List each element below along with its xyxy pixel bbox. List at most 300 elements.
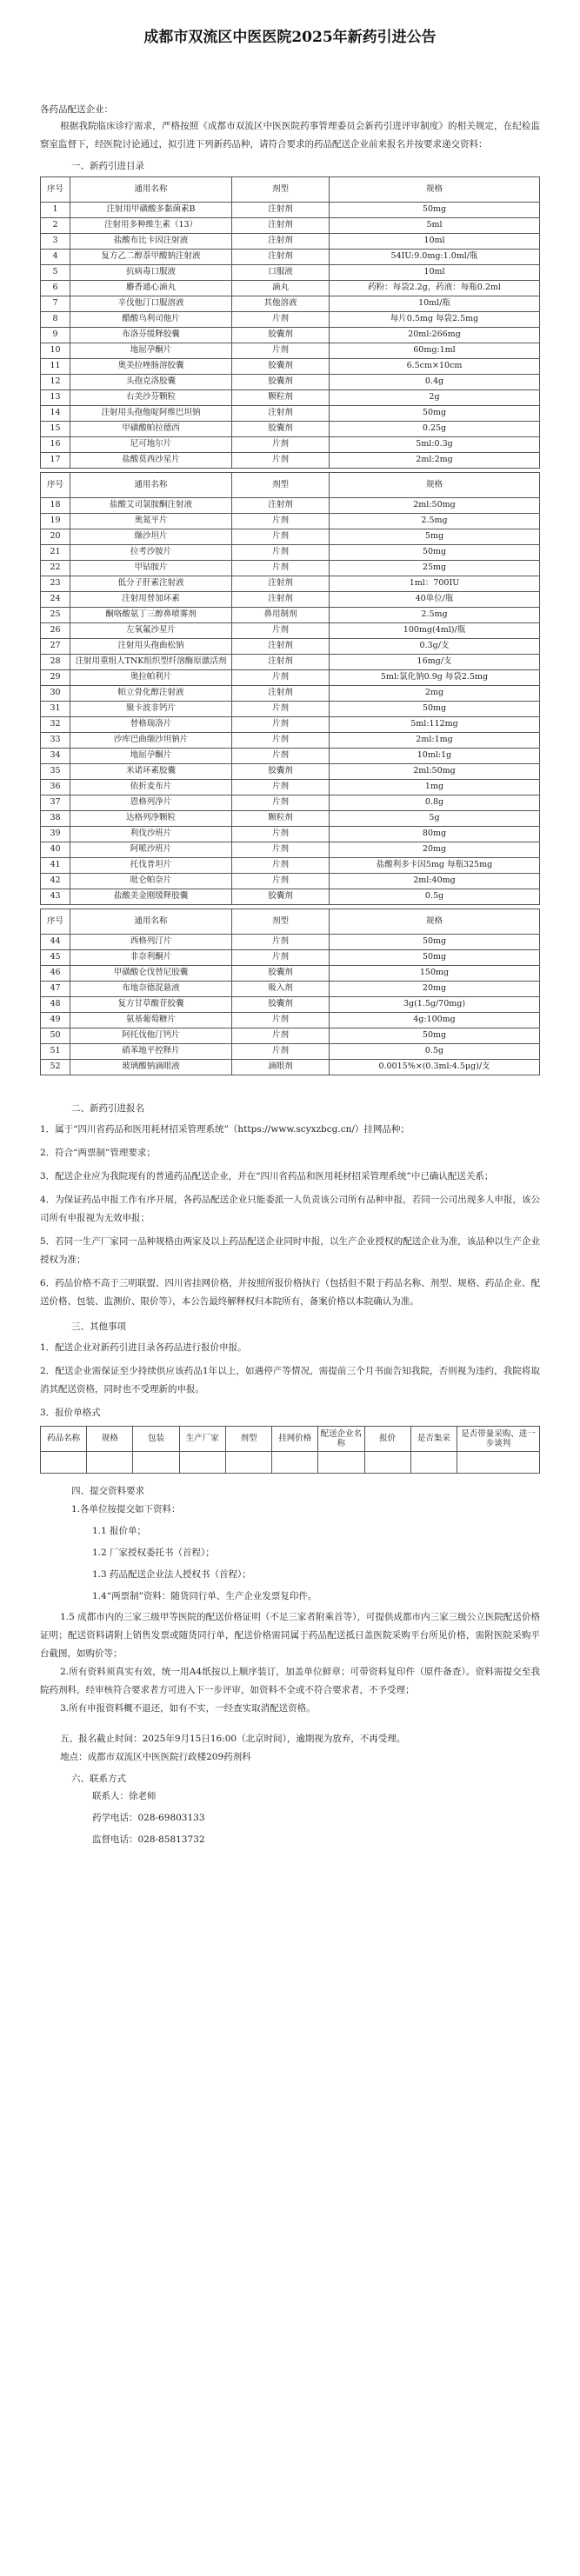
cell-drug-name: 奥拉帕利片 (70, 669, 232, 685)
cell-index: 14 (41, 405, 70, 421)
quote-col: 报价 (364, 1427, 410, 1452)
address: 地点：成都市双流区中医医院行政楼209药剂科 (60, 1751, 251, 1762)
table-row (41, 873, 540, 889)
cell-index: 49 (41, 1012, 70, 1028)
cell-index: 35 (41, 763, 70, 779)
cell-drug-name: 阿哌沙班片 (70, 842, 232, 857)
cell-dosage-form: 片剂 (232, 1012, 330, 1028)
quote-col: 剂型 (225, 1427, 271, 1452)
cell-drug-name: 注射用头孢曲松钠 (70, 638, 232, 654)
registration-item: 5．若同一生产厂家同一品种规格由两家及以上药品配送企业同时申报，以生产企业授权的配送企业为准，该品种以生产企业授权为准； (40, 1236, 540, 1266)
table-row (41, 638, 540, 654)
cell-dosage-form: 片剂 (232, 857, 330, 873)
table-header-row (41, 909, 540, 934)
cell-dosage-form: 胶囊剂 (232, 421, 330, 436)
cell-drug-name: 玻璃酸钠滴眼液 (70, 1059, 232, 1075)
table-row (41, 421, 540, 436)
cell-spec: 20ml:266mg (330, 327, 540, 343)
cell-drug-name: 西格列汀片 (70, 934, 232, 949)
table-row (41, 826, 540, 842)
cell-index: 18 (41, 497, 70, 513)
cell-drug-name: 聚卡波非钙片 (70, 701, 232, 716)
header-name: 通用名称 (70, 472, 232, 497)
drug-table-2 (40, 472, 540, 905)
cell-index: 24 (41, 591, 70, 607)
header-form: 剂型 (232, 909, 330, 934)
cell-index: 22 (41, 560, 70, 576)
cell-dosage-form: 颗粒剂 (232, 389, 330, 405)
quote-col: 规格 (87, 1427, 133, 1452)
cell-spec: 10ml (330, 233, 540, 249)
cell-dosage-form: 注射剂 (232, 638, 330, 654)
header-name: 通用名称 (70, 909, 232, 934)
cell-drug-name: 盐酸布比卡因注射液 (70, 233, 232, 249)
cell-drug-name: 硝苯地平控释片 (70, 1043, 232, 1059)
cell-index: 20 (41, 529, 70, 544)
cell-drug-name: 甲钴胺片 (70, 560, 232, 576)
section-title-contact: 六、联系方式 (71, 1773, 126, 1784)
cell-spec: 10ml:1g (330, 748, 540, 763)
quote-col: 挂网价格 (272, 1427, 318, 1452)
registration-items (40, 1121, 540, 1311)
table-row (41, 217, 540, 233)
cell-dosage-form: 颗粒剂 (232, 810, 330, 826)
table-row (41, 529, 540, 544)
cell-index: 32 (41, 716, 70, 732)
cell-dosage-form: 注射剂 (232, 685, 330, 701)
table-header-row (41, 472, 540, 497)
cell-index: 29 (41, 669, 70, 685)
cell-index: 47 (41, 981, 70, 996)
cell-index: 8 (41, 311, 70, 327)
cell-drug-name: 复方甘草酸苷胶囊 (70, 996, 232, 1012)
cell-drug-name: 布地奈德混悬液 (70, 981, 232, 996)
table-row (41, 981, 540, 996)
table-row (41, 965, 540, 981)
cell-index: 1 (41, 202, 70, 217)
cell-index: 16 (41, 436, 70, 452)
cell-dosage-form: 片剂 (232, 311, 330, 327)
cell-spec: 50mg (330, 701, 540, 716)
cell-index: 25 (41, 607, 70, 622)
cell-drug-name: 左氧氟沙星片 (70, 622, 232, 638)
table-row (41, 857, 540, 873)
cell-spec: 5g (330, 810, 540, 826)
cell-spec: 25mg (330, 560, 540, 576)
greeting: 各药品配送企业： (40, 104, 113, 116)
cell-dosage-form: 片剂 (232, 934, 330, 949)
cell-spec: 100mg(4ml)/瓶 (330, 622, 540, 638)
req-line: 1.2 厂家授权委托书（首程）； (92, 1548, 215, 1559)
table-row (41, 280, 540, 296)
cell-spec: 50mg (330, 405, 540, 421)
req-note: 1.5 成都市内的三家三级甲等医院的配送价格证明（不足三家者附乘首等），可提供成都市内三家三级公立医院配送价格证明；配送资料请附上销售发票或随货同行单，配送价格需同属于药品配送抵日盖医院采购平台所见价格，需附医院采购平台截图，如购价等； (40, 1611, 540, 1659)
cell-dosage-form: 片剂 (232, 826, 330, 842)
pharmacy-phone: 028-69803133 (137, 1813, 205, 1824)
cell-index: 39 (41, 826, 70, 842)
cell-drug-name: 低分子肝素注射液 (70, 576, 232, 591)
pharmacy-phone-label: 药学电话： (92, 1813, 138, 1824)
quote-header-row (41, 1427, 540, 1452)
cell-dosage-form: 片剂 (232, 669, 330, 685)
header-spec: 规格 (330, 176, 540, 202)
header-index: 序号 (41, 472, 70, 497)
cell-dosage-form: 鼻用制剂 (232, 607, 330, 622)
cell-spec: 60mg:1ml (330, 343, 540, 358)
cell-drug-name: 达格列净颗粒 (70, 810, 232, 826)
table-row (41, 389, 540, 405)
cell-drug-name: 布洛芬缓释胶囊 (70, 327, 232, 343)
cell-dosage-form: 胶囊剂 (232, 965, 330, 981)
quote-col: 药品名称 (41, 1427, 87, 1452)
cell-spec: 50mg (330, 934, 540, 949)
cell-dosage-form: 其他溶液 (232, 296, 330, 311)
cell-dosage-form: 注射剂 (232, 497, 330, 513)
cell-drug-name: 抗病毒口服液 (70, 264, 232, 280)
cell-spec: 16mg/支 (330, 654, 540, 669)
table-row (41, 1012, 540, 1028)
cell-spec: 药粉：每袋2.2g，药液：每瓶0.2ml (330, 280, 540, 296)
table-row (41, 264, 540, 280)
table-header-row (41, 176, 540, 202)
cell-index: 50 (41, 1028, 70, 1043)
cell-spec: 0.4g (330, 374, 540, 389)
cell-dosage-form: 片剂 (232, 873, 330, 889)
cell-dosage-form: 胶囊剂 (232, 327, 330, 343)
cell-index: 43 (41, 889, 70, 904)
cell-drug-name: 醋酸乌利司他片 (70, 311, 232, 327)
cell-dosage-form: 片剂 (232, 436, 330, 452)
section-title-requirements: 四、提交资料要求 (71, 1486, 144, 1497)
table-row (41, 311, 540, 327)
cell-index: 3 (41, 233, 70, 249)
cell-drug-name: 阿托伐他汀钙片 (70, 1028, 232, 1043)
table-row (41, 591, 540, 607)
cell-dosage-form: 片剂 (232, 513, 330, 529)
table-row (41, 544, 540, 560)
table-row (41, 202, 540, 217)
table-row (41, 889, 540, 904)
section-title-other: 三、其他事项 (71, 1321, 126, 1333)
cell-index: 6 (41, 280, 70, 296)
cell-spec: 2ml:1mg (330, 732, 540, 748)
table-row (41, 497, 540, 513)
cell-drug-name: 麝香通心滴丸 (70, 280, 232, 296)
quote-empty-row (41, 1452, 540, 1474)
cell-dosage-form: 注射剂 (232, 217, 330, 233)
cell-spec: 5ml:112mg (330, 716, 540, 732)
header-index: 序号 (41, 909, 70, 934)
cell-drug-name: 右美沙芬颗粒 (70, 389, 232, 405)
quote-table (40, 1426, 540, 1474)
cell-spec: 2mg (330, 685, 540, 701)
cell-spec: 50mg (330, 202, 540, 217)
table-row (41, 716, 540, 732)
table-row (41, 795, 540, 810)
req-note: 2.所有资料须真实有效，统一用A4纸按以上顺序装订，加盖单位鲜章；可带资料复印件（原件备查）。资料需提交至我院药剂科，经审核符合要求者方可进入下一步评审，如资料不全或不符合要求者，不予受理； (40, 1666, 540, 1695)
cell-spec: 10ml (330, 264, 540, 280)
table-row (41, 233, 540, 249)
cell-drug-name: 尼可地尔片 (70, 436, 232, 452)
table-row (41, 374, 540, 389)
cell-spec: 0.8g (330, 795, 540, 810)
cell-spec: 每片0.5mg 每袋2.5mg (330, 311, 540, 327)
table-row (41, 763, 540, 779)
cell-index: 44 (41, 934, 70, 949)
cell-drug-name: 复方乙二醇萘甲酸钠注射液 (70, 249, 232, 264)
cell-index: 37 (41, 795, 70, 810)
cell-index: 5 (41, 264, 70, 280)
section-title-catalog: 一、新药引进目录 (71, 160, 144, 171)
cell-index: 46 (41, 965, 70, 981)
cell-spec: 40单位/瓶 (330, 591, 540, 607)
cell-spec: 1mg (330, 779, 540, 795)
cell-drug-name: 注射用多种维生素（13） (70, 217, 232, 233)
quote-format-title: 3．报价单格式 (40, 1408, 101, 1419)
cell-spec: 2ml:2mg (330, 452, 540, 468)
cell-dosage-form: 口服液 (232, 264, 330, 280)
table-row (41, 560, 540, 576)
cell-drug-name: 盐酸美金刚缓释胶囊 (70, 889, 232, 904)
other-item: 1．配送企业对新药引进目录各药品进行报价申报。 (40, 1342, 247, 1354)
cell-index: 27 (41, 638, 70, 654)
pharmacy-phone-row (40, 1807, 540, 1829)
cell-index: 33 (41, 732, 70, 748)
drug-table-1 (40, 176, 540, 469)
cell-drug-name: 恩格列净片 (70, 795, 232, 810)
cell-spec: 4g:100mg (330, 1012, 540, 1028)
table-row (41, 934, 540, 949)
cell-dosage-form: 片剂 (232, 748, 330, 763)
registration-item: 4．为保证药品申报工作有序开展，各药品配送企业只能委派一人负责该公司所有品种申报，若同一公司出现多人申报，该公司所有申报视为无效申报； (40, 1195, 540, 1224)
cell-dosage-form: 片剂 (232, 701, 330, 716)
cell-dosage-form: 片剂 (232, 544, 330, 560)
header-form: 剂型 (232, 176, 330, 202)
cell-drug-name: 米诺环素胶囊 (70, 763, 232, 779)
cell-index: 48 (41, 996, 70, 1012)
table-row (41, 669, 540, 685)
quote-col: 生产厂家 (179, 1427, 225, 1452)
cell-index: 13 (41, 389, 70, 405)
cell-index: 17 (41, 452, 70, 468)
cell-drug-name: 注射用头孢他啶阿维巴坦钠 (70, 405, 232, 421)
cell-drug-name: 酮咯酸氨丁三醇鼻喷雾剂 (70, 607, 232, 622)
req-line: 1.1 报价单； (92, 1525, 147, 1536)
table-row (41, 949, 540, 965)
cell-drug-name: 注射用替加环素 (70, 591, 232, 607)
cell-spec: 0.0015%×(0.3ml:4.5μg)/支 (330, 1059, 540, 1075)
table-row (41, 810, 540, 826)
cell-dosage-form: 片剂 (232, 1043, 330, 1059)
cell-index: 19 (41, 513, 70, 529)
cell-dosage-form: 吸入剂 (232, 981, 330, 996)
table-row (41, 436, 540, 452)
table-row (41, 513, 540, 529)
header-spec: 规格 (330, 472, 540, 497)
table-row (41, 1059, 540, 1075)
cell-dosage-form: 片剂 (232, 529, 330, 544)
cell-index: 2 (41, 217, 70, 233)
cell-index: 38 (41, 810, 70, 826)
table-row (41, 996, 540, 1012)
cell-dosage-form: 注射剂 (232, 202, 330, 217)
cell-dosage-form: 片剂 (232, 732, 330, 748)
cell-dosage-form: 注射剂 (232, 233, 330, 249)
cell-dosage-form: 片剂 (232, 1028, 330, 1043)
cell-drug-name: 奥美拉唑肠溶胶囊 (70, 358, 232, 374)
table-row (41, 405, 540, 421)
table-row (41, 576, 540, 591)
table-row (41, 779, 540, 795)
cell-dosage-form: 片剂 (232, 452, 330, 468)
cell-dosage-form: 注射剂 (232, 249, 330, 264)
cell-index: 45 (41, 949, 70, 965)
cell-dosage-form: 胶囊剂 (232, 889, 330, 904)
req-line: 1.3 药品配送企业法人授权书（首程）； (92, 1569, 251, 1581)
cell-drug-name: 沙库巴曲缬沙坦钠片 (70, 732, 232, 748)
cell-index: 34 (41, 748, 70, 763)
cell-drug-name: 拉考沙胺片 (70, 544, 232, 560)
cell-drug-name: 利伐沙班片 (70, 826, 232, 842)
cell-index: 10 (41, 343, 70, 358)
cell-drug-name: 非奈利酮片 (70, 949, 232, 965)
monitor-phone-label: 监督电话： (92, 1834, 138, 1846)
cell-index: 52 (41, 1059, 70, 1075)
table-row (41, 358, 540, 374)
table-row (41, 1028, 540, 1043)
cell-spec: 2ml:40mg (330, 873, 540, 889)
cell-spec: 20mg (330, 981, 540, 996)
cell-index: 36 (41, 779, 70, 795)
cell-dosage-form: 滴眼剂 (232, 1059, 330, 1075)
cell-index: 23 (41, 576, 70, 591)
cell-dosage-form: 片剂 (232, 949, 330, 965)
cell-spec: 2g (330, 389, 540, 405)
cell-index: 41 (41, 857, 70, 873)
cell-index: 42 (41, 873, 70, 889)
cell-spec: 5ml:0.3g (330, 436, 540, 452)
quote-col: 是否带量采购、进一步谈判 (457, 1427, 540, 1452)
cell-spec: 50mg (330, 1028, 540, 1043)
table-row (41, 685, 540, 701)
cell-spec: 0.25g (330, 421, 540, 436)
cell-spec: 50mg (330, 949, 540, 965)
cell-spec: 5ml:氯化钠0.9g 每袋2.5mg (330, 669, 540, 685)
header-index: 序号 (41, 176, 70, 202)
table-row (41, 452, 540, 468)
cell-dosage-form: 滴丸 (232, 280, 330, 296)
table-row (41, 748, 540, 763)
cell-index: 40 (41, 842, 70, 857)
cell-spec: 2ml:50mg (330, 497, 540, 513)
cell-dosage-form: 片剂 (232, 560, 330, 576)
cell-spec: 1ml：700IU (330, 576, 540, 591)
table-row (41, 622, 540, 638)
cell-dosage-form: 注射剂 (232, 405, 330, 421)
drug-table-3 (40, 909, 540, 1075)
cell-index: 30 (41, 685, 70, 701)
cell-spec: 盐酸利多卡因5mg 每瓶325mg (330, 857, 540, 873)
cell-index: 4 (41, 249, 70, 264)
cell-spec: 6.5cm×10cm (330, 358, 540, 374)
cell-drug-name: 依折麦布片 (70, 779, 232, 795)
cell-spec: 54IU:9.0mg:1.0ml/瓶 (330, 249, 540, 264)
cell-drug-name: 地屈孕酮片 (70, 748, 232, 763)
registration-item: 6．药品价格不高于三明联盟、四川省挂网价格，并按照所报价格执行（包括但不限于药品名称、剂型、规格、药品企业、配送价格、包装、监测价、限价等），本公告最终解释权归本院所有，备案价格以本院确认为准。 (40, 1278, 540, 1308)
cell-spec: 2.5mg (330, 513, 540, 529)
cell-index: 12 (41, 374, 70, 389)
cell-index: 21 (41, 544, 70, 560)
table-row (41, 842, 540, 857)
cell-drug-name: 吡仑帕奈片 (70, 873, 232, 889)
req-line: 1.4“两票制”资料：随货同行单、生产企业发票复印件。 (92, 1591, 317, 1602)
cell-dosage-form: 注射剂 (232, 576, 330, 591)
table-row (41, 249, 540, 264)
cell-spec: 20mg (330, 842, 540, 857)
table-row (41, 296, 540, 311)
cell-drug-name: 替格瑞洛片 (70, 716, 232, 732)
registration-item: 1．属于“四川省药品和医用耗材招采管理系统”（https://www.scyxzbcg.cn/）挂网品种； (40, 1124, 410, 1135)
cell-drug-name: 盐酸莫西沙星片 (70, 452, 232, 468)
quote-col: 是否集采 (410, 1427, 457, 1452)
cell-drug-name: 盐酸艾司氯胺酮注射液 (70, 497, 232, 513)
cell-index: 51 (41, 1043, 70, 1059)
header-form: 剂型 (232, 472, 330, 497)
cell-dosage-form: 片剂 (232, 343, 330, 358)
cell-index: 11 (41, 358, 70, 374)
intro-paragraph: 根据我院临床诊疗需求，严格按照《成都市双流区中医医院药事管理委员会新药引进评审制度》的相关规定，在纪检监察室监督下，经医院讨论通过，拟引进下列新药品种，请符合要求的药品配送企业前来报名并按要求递交资料： (40, 120, 540, 150)
quote-col: 包装 (133, 1427, 179, 1452)
table-row (41, 327, 540, 343)
cell-index: 28 (41, 654, 70, 669)
cell-spec: 80mg (330, 826, 540, 842)
cell-spec: 0.5g (330, 889, 540, 904)
cell-dosage-form: 胶囊剂 (232, 358, 330, 374)
cell-drug-name: 辛伐他汀口服溶液 (70, 296, 232, 311)
table-row (41, 607, 540, 622)
cell-spec: 0.3g/支 (330, 638, 540, 654)
cell-spec: 5mg (330, 529, 540, 544)
deadline: 五、报名截止时间：2025年9月15日16:00（北京时间），逾期视为放弃，不再受理。 (60, 1733, 406, 1744)
header-name: 通用名称 (70, 176, 232, 202)
cell-drug-name: 地屈孕酮片 (70, 343, 232, 358)
cell-drug-name: 奥氮平片 (70, 513, 232, 529)
cell-spec: 5ml (330, 217, 540, 233)
contact-person: 联系人：徐老师 (92, 1790, 157, 1801)
cell-index: 26 (41, 622, 70, 638)
cell-drug-name: 托伐普坦片 (70, 857, 232, 873)
registration-item: 2．符合“两票制”管理要求； (40, 1148, 156, 1159)
table-row (41, 701, 540, 716)
cell-dosage-form: 片剂 (232, 716, 330, 732)
table-row (41, 343, 540, 358)
cell-dosage-form: 片剂 (232, 779, 330, 795)
cell-drug-name: 注射用甲磺酸多黏菌素B (70, 202, 232, 217)
quote-col: 配送企业名称 (318, 1427, 364, 1452)
cell-index: 15 (41, 421, 70, 436)
cell-spec: 2ml:50mg (330, 763, 540, 779)
other-item: 2．配送企业需保证至少持续供应该药品1年以上，如遇停产等情况，需提前三个月书面告知我院，否则视为违约，我院将取消其配送资格，同时也不受理新的申报。 (40, 1366, 540, 1395)
cell-dosage-form: 胶囊剂 (232, 763, 330, 779)
cell-dosage-form: 注射剂 (232, 654, 330, 669)
cell-drug-name: 甲磺酸仑伐替尼胶囊 (70, 965, 232, 981)
cell-drug-name: 头孢克洛胶囊 (70, 374, 232, 389)
cell-drug-name: 缬沙坦片 (70, 529, 232, 544)
table-row (41, 654, 540, 669)
cell-dosage-form: 胶囊剂 (232, 996, 330, 1012)
page-title: 成都市双流区中医医院2025年新药引进公告 (143, 29, 437, 46)
cell-index: 7 (41, 296, 70, 311)
